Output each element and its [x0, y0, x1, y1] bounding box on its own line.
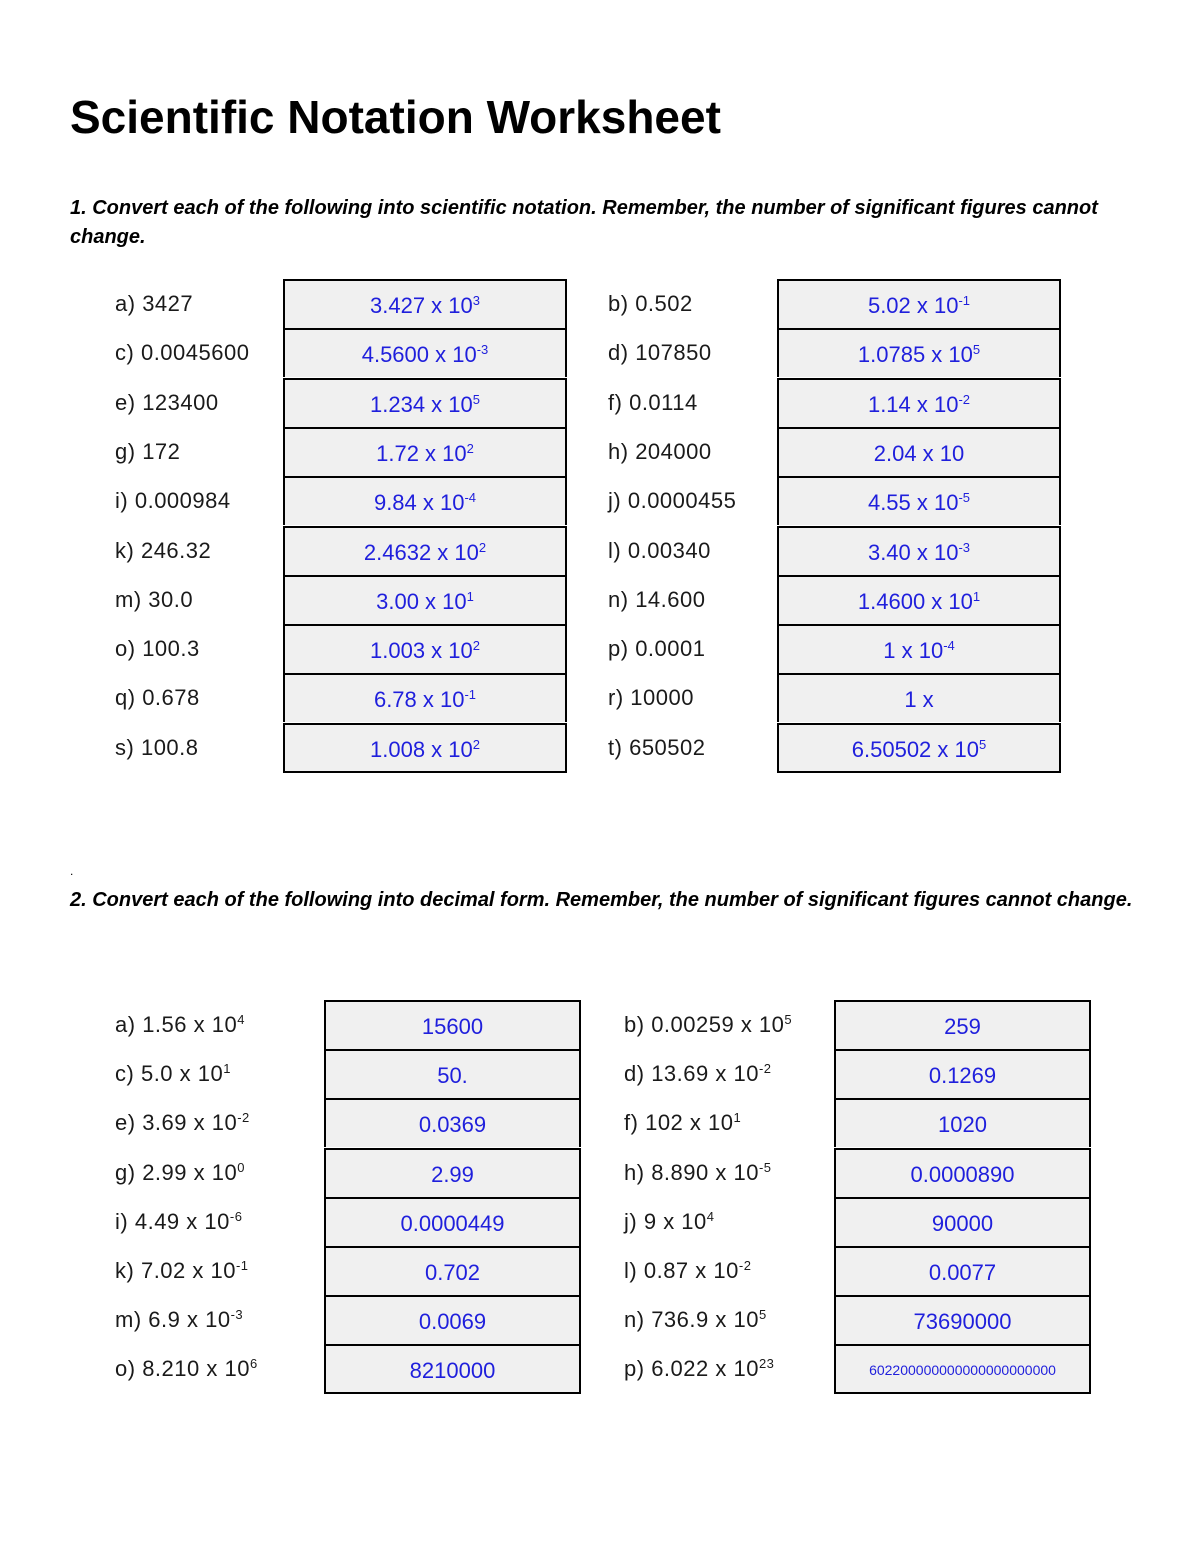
- problem-value: 123400: [142, 389, 219, 415]
- problem-letter: h): [608, 438, 629, 464]
- section2-instruction: 2. Convert each of the following into decimal form. Remember, the number of significant figures cannot change.: [70, 889, 1133, 911]
- problem-letter: o): [115, 636, 136, 662]
- answer-value: 4.55 x 10: [867, 490, 959, 516]
- problem-exponent: -1: [235, 1258, 249, 1273]
- problem-value: 0.502: [635, 291, 693, 316]
- problem-letter: k): [115, 1258, 135, 1283]
- problem-value: 8.210 x 10: [142, 1356, 250, 1382]
- answer-box[interactable]: [777, 279, 1061, 328]
- answer-value: 3.40 x 10: [867, 539, 959, 565]
- answer-box[interactable]: [834, 1295, 1091, 1344]
- problem-row: [0, 279, 1200, 328]
- problem-letter: s): [115, 734, 135, 760]
- problem-letter: t): [608, 734, 623, 760]
- problem-row: [0, 526, 1200, 575]
- answer-value: 1.003 x 10: [370, 638, 473, 664]
- answer-value: 73690000: [913, 1309, 1012, 1335]
- problem-letter: c): [115, 1061, 135, 1087]
- problem-letter: e): [115, 1110, 136, 1136]
- problem-letter: a): [115, 291, 136, 316]
- stray-mark: .: [70, 864, 74, 878]
- problem-row: [0, 575, 1200, 624]
- answer-box[interactable]: [834, 1000, 1091, 1049]
- problem-label: [624, 1344, 774, 1393]
- problem-letter: n): [608, 586, 629, 612]
- problem-label: [608, 723, 706, 772]
- answer-exponent: -3: [958, 539, 971, 555]
- answer-exponent: 5: [472, 391, 480, 407]
- problem-letter: l): [608, 537, 622, 563]
- problem-label: [624, 1049, 772, 1098]
- problem-label: [608, 476, 736, 525]
- problem-label: [624, 1246, 751, 1295]
- problem-letter: c): [115, 340, 135, 366]
- answer-box[interactable]: [777, 378, 1061, 427]
- problem-exponent: -6: [229, 1208, 243, 1224]
- answer-value: 0.1269: [928, 1063, 997, 1089]
- problem-value: 0.0001: [635, 636, 706, 662]
- answer-value: 1 x 10: [883, 638, 944, 664]
- answer-value: 9.84 x 10: [373, 490, 465, 516]
- answer-exponent: 1: [972, 588, 981, 604]
- problem-row: [0, 1295, 1200, 1344]
- problem-value: 7.02 x 10: [140, 1258, 236, 1283]
- problem-row: [0, 328, 1200, 377]
- problem-exponent: 4: [706, 1208, 715, 1224]
- answer-value: 5.02 x 10: [867, 293, 959, 318]
- answer-value: 602200000000000000000000: [869, 1362, 1056, 1379]
- problem-value: 0.0045600: [140, 340, 250, 366]
- problem-letter: b): [608, 291, 629, 316]
- problem-value: 2.99 x 10: [142, 1159, 238, 1185]
- problem-letter: f): [624, 1110, 639, 1136]
- answer-value: 0.702: [424, 1260, 481, 1285]
- problem-exponent: 5: [784, 1012, 793, 1027]
- answer-value: 0.0369: [418, 1112, 487, 1138]
- answer-box[interactable]: [834, 1098, 1091, 1147]
- problem-value: 0.000984: [134, 488, 231, 514]
- problem-letter: l): [624, 1258, 638, 1283]
- answer-exponent: 2: [472, 736, 480, 752]
- answer-exponent: -3: [476, 342, 489, 358]
- answer-value: 1.008 x 10: [370, 736, 473, 762]
- problem-label: [608, 575, 705, 624]
- answer-box[interactable]: [834, 1246, 1091, 1295]
- answer-value: 2.99: [431, 1161, 474, 1187]
- answer-value: 15600: [421, 1014, 484, 1039]
- problem-value: 204000: [635, 438, 712, 464]
- problem-label: [624, 1000, 792, 1049]
- problem-label: [608, 279, 693, 328]
- problem-exponent: -5: [758, 1159, 772, 1175]
- problem-row: [0, 378, 1200, 427]
- problem-value: 4.49 x 10: [134, 1208, 230, 1234]
- problem-value: 13.69 x 10: [651, 1061, 759, 1087]
- answer-box[interactable]: [777, 723, 1061, 773]
- problem-letter: b): [624, 1012, 645, 1037]
- problem-value: 6.9 x 10: [148, 1307, 231, 1333]
- answer-box[interactable]: [777, 427, 1061, 476]
- problem-exponent: 4: [237, 1012, 245, 1027]
- problem-row: [0, 1098, 1200, 1147]
- problem-label: [624, 1148, 772, 1197]
- problem-exponent: 5: [758, 1307, 767, 1323]
- answer-value: 4.5600 x 10: [361, 342, 477, 368]
- problem-value: 102 x 10: [645, 1110, 734, 1136]
- answer-box[interactable]: [834, 1148, 1091, 1197]
- answer-value: 1.0785 x 10: [857, 342, 973, 368]
- problem-value: 14.600: [635, 586, 706, 612]
- problem-row: [0, 1000, 1200, 1049]
- problem-letter: j): [608, 488, 622, 514]
- answer-exponent: 5: [979, 736, 987, 752]
- problem-row: [0, 673, 1200, 722]
- answer-box[interactable]: [834, 1344, 1091, 1394]
- problem-value: 0.0000455: [627, 488, 737, 514]
- answer-box[interactable]: [777, 526, 1061, 575]
- problem-value: 107850: [635, 340, 712, 366]
- problem-letter: n): [624, 1307, 645, 1333]
- answer-box[interactable]: [777, 575, 1061, 624]
- problem-value: 3.69 x 10: [142, 1110, 238, 1136]
- problem-letter: q): [115, 685, 136, 711]
- problem-row: [0, 624, 1200, 673]
- problem-exponent: 1: [223, 1061, 231, 1077]
- answer-exponent: -2: [958, 391, 971, 407]
- problem-value: 8.890 x 10: [651, 1159, 759, 1185]
- problem-value: 0.678: [142, 685, 200, 711]
- problem-exponent: -2: [758, 1061, 772, 1077]
- answer-box[interactable]: [777, 624, 1061, 673]
- page-title: Scientific Notation Worksheet: [70, 91, 721, 143]
- problem-value: 5.0 x 10: [140, 1061, 224, 1087]
- answer-value: 2.4632 x 10: [363, 539, 479, 565]
- problem-value: 30.0: [148, 586, 194, 612]
- problem-value: 6.022 x 10: [651, 1356, 759, 1382]
- problem-label: [624, 1098, 741, 1147]
- answer-value: 3.00 x 10: [376, 588, 467, 614]
- problem-value: 100.8: [140, 734, 199, 760]
- problem-label: [624, 1295, 767, 1344]
- problem-letter: m): [115, 1307, 142, 1333]
- answer-exponent: 1: [466, 588, 474, 604]
- problem-value: 736.9 x 10: [651, 1307, 759, 1333]
- answer-value: 6.78 x 10: [373, 687, 465, 713]
- problem-row: [0, 723, 1200, 772]
- problem-value: 650502: [629, 734, 706, 760]
- answer-exponent: 2: [472, 638, 480, 654]
- problem-letter: k): [115, 537, 135, 563]
- problem-letter: g): [115, 438, 136, 464]
- answer-value: 0.0000449: [400, 1210, 505, 1236]
- problem-letter: g): [115, 1159, 136, 1185]
- problem-exponent: 0: [237, 1159, 245, 1175]
- answer-box[interactable]: [777, 476, 1061, 525]
- problem-letter: h): [624, 1159, 645, 1185]
- problem-letter: p): [624, 1356, 645, 1382]
- answer-box[interactable]: [834, 1049, 1091, 1098]
- problem-value: 10000: [630, 685, 694, 711]
- problem-value: 0.00340: [627, 537, 711, 563]
- problem-row: [0, 476, 1200, 525]
- answer-value: 1.72 x 10: [376, 440, 467, 466]
- problem-label: [608, 328, 712, 377]
- answer-value: 0.0000890: [910, 1161, 1015, 1187]
- problem-letter: e): [115, 389, 136, 415]
- problem-exponent: -2: [738, 1258, 752, 1273]
- section1-instruction: 1. Convert each of the following into scientific notation. Remember, the number of significant figures cannot change.: [70, 197, 1098, 248]
- problem-label: [608, 427, 712, 476]
- answer-exponent: -4: [943, 638, 955, 654]
- problem-value: 100.3: [142, 636, 200, 662]
- problem-value: 246.32: [140, 537, 212, 563]
- answer-value: 0.0069: [418, 1309, 487, 1335]
- answer-value: 259: [944, 1014, 981, 1039]
- problem-label: [608, 526, 711, 575]
- problem-row: [0, 1197, 1200, 1246]
- problem-letter: d): [624, 1061, 645, 1087]
- answer-value: 50.: [437, 1063, 468, 1089]
- answer-value: 3.427 x 10: [370, 293, 473, 318]
- problem-letter: a): [115, 1012, 136, 1037]
- answer-value: 1.234 x 10: [370, 391, 473, 417]
- problem-letter: i): [115, 1208, 129, 1234]
- problem-letter: d): [608, 340, 629, 366]
- answer-value: 1.4600 x 10: [857, 588, 973, 614]
- answer-value: 1020: [938, 1112, 987, 1138]
- problem-letter: r): [608, 685, 624, 711]
- answer-value: 90000: [931, 1210, 994, 1236]
- problem-exponent: 23: [758, 1356, 775, 1372]
- answer-value: 1 x: [904, 687, 934, 713]
- answer-value: 1.14 x 10: [867, 391, 959, 417]
- problem-row: [0, 427, 1200, 476]
- answer-exponent: -4: [464, 490, 477, 506]
- problem-label: [624, 1197, 715, 1246]
- answer-box[interactable]: [834, 1197, 1091, 1246]
- problem-letter: m): [115, 586, 142, 612]
- problem-value: 3427: [142, 291, 194, 316]
- problem-value: 0.0114: [629, 389, 698, 415]
- problem-value: 1.56 x 10: [142, 1012, 238, 1037]
- answer-value: 0.0077: [928, 1260, 997, 1285]
- problem-exponent: -2: [237, 1110, 250, 1126]
- problem-value: 0.00259 x 10: [651, 1012, 785, 1037]
- answer-value: 6.50502 x 10: [851, 736, 979, 762]
- problem-label: [608, 624, 705, 673]
- problem-exponent: -3: [230, 1307, 244, 1323]
- problem-exponent: 1: [733, 1110, 742, 1126]
- answer-exponent: -5: [958, 490, 971, 506]
- answer-value: 2.04 x 10: [873, 440, 965, 466]
- problem-letter: p): [608, 636, 629, 662]
- answer-exponent: -1: [464, 687, 477, 703]
- answer-box[interactable]: [777, 673, 1061, 722]
- problem-letter: j): [624, 1208, 638, 1234]
- answer-value: 8210000: [409, 1358, 496, 1384]
- problem-row: [0, 1344, 1200, 1393]
- problem-value: 172: [142, 438, 181, 464]
- problem-row: [0, 1148, 1200, 1197]
- problem-letter: f): [608, 389, 623, 415]
- problem-value: 9 x 10: [643, 1208, 707, 1234]
- problem-exponent: 6: [249, 1356, 258, 1372]
- answer-exponent: 2: [478, 539, 487, 555]
- problem-value: 0.87 x 10: [643, 1258, 739, 1283]
- problem-letter: i): [115, 488, 129, 514]
- answer-exponent: 5: [972, 342, 981, 358]
- problem-letter: o): [115, 1356, 136, 1382]
- problem-label: [608, 673, 694, 722]
- problem-label: [608, 378, 698, 427]
- answer-exponent: 2: [466, 440, 474, 456]
- answer-exponent: 3: [472, 293, 480, 308]
- answer-box[interactable]: [777, 328, 1061, 377]
- problem-row: [0, 1246, 1200, 1295]
- problem-row: [0, 1049, 1200, 1098]
- answer-exponent: -1: [958, 293, 971, 308]
